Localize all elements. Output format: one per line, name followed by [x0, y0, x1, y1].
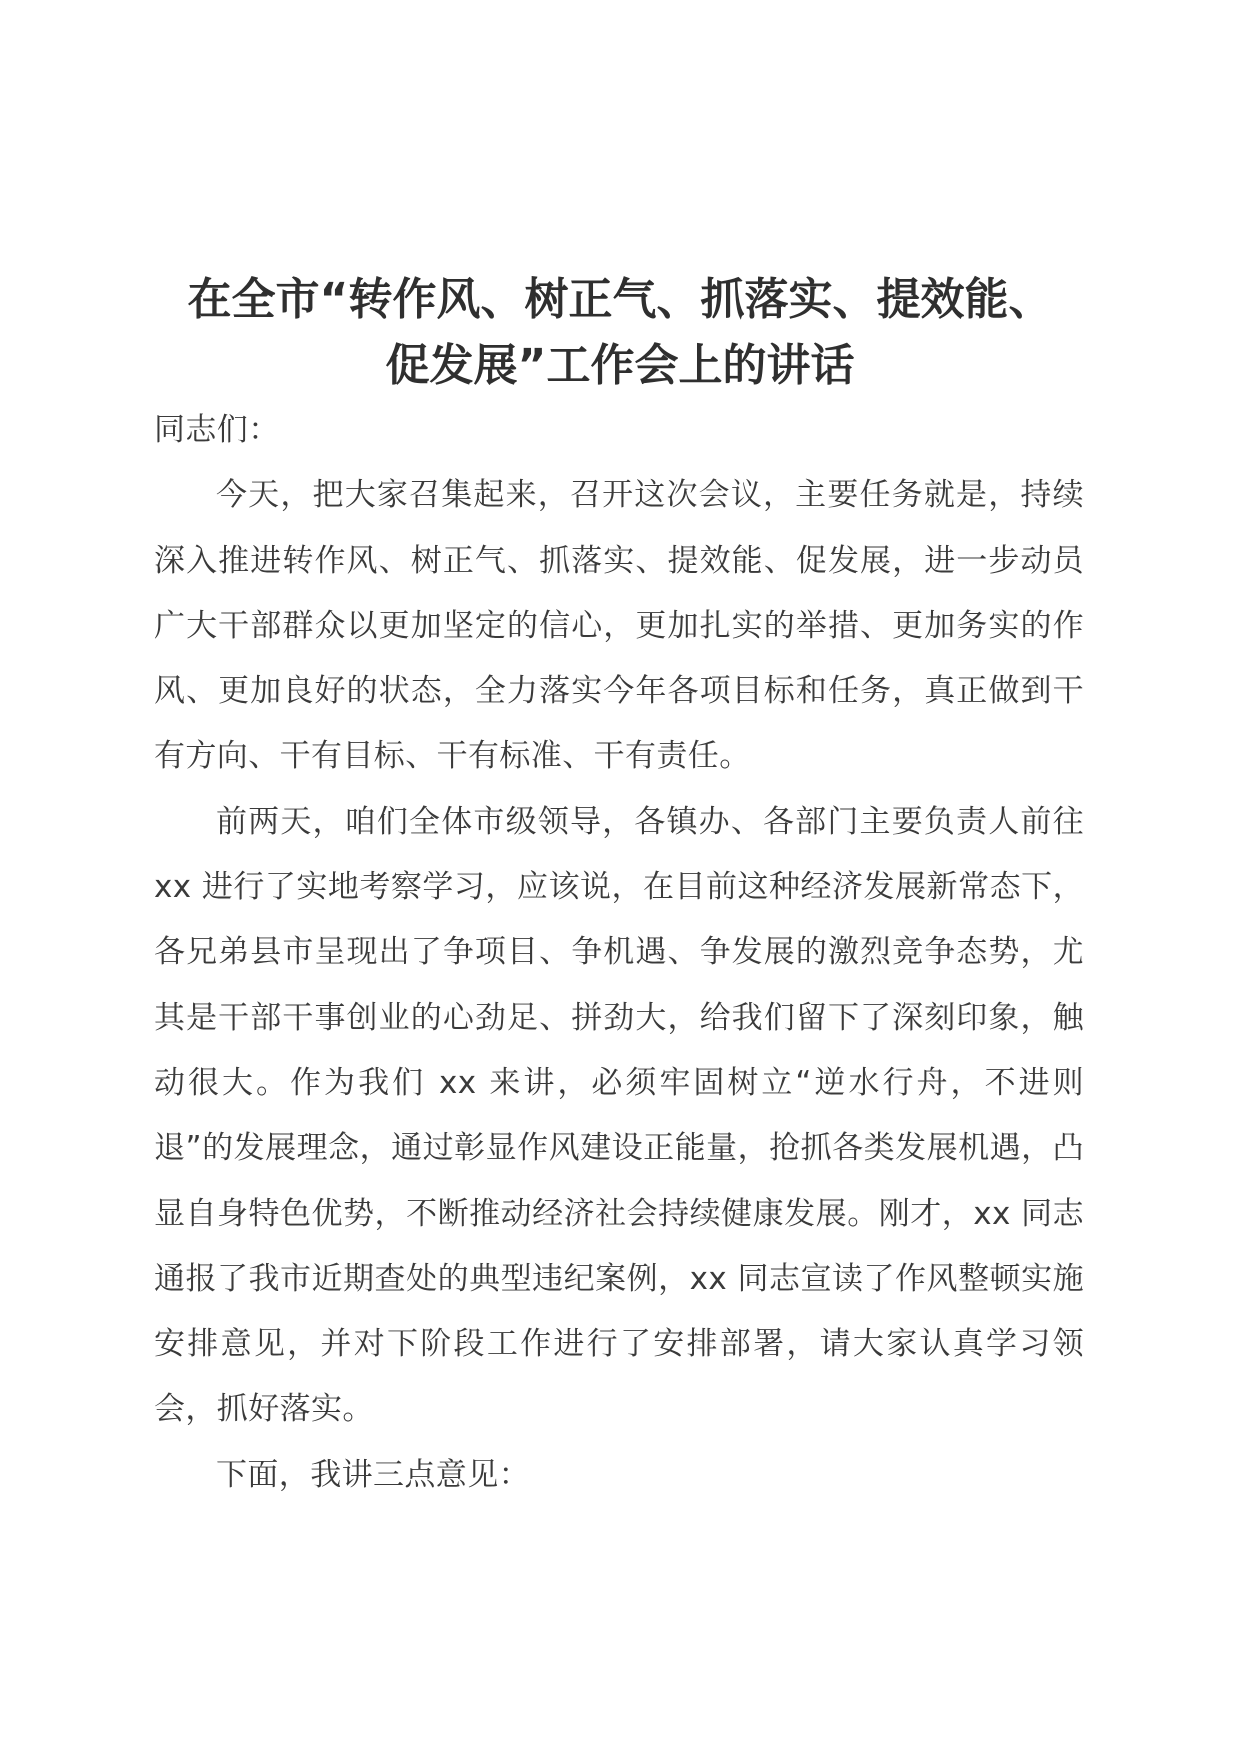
document-title — [140, 267, 1100, 399]
salutation: 同志们： — [154, 412, 280, 448]
title-line-1: 在全市“转作风、树正气、抓落实、提效能、 — [187, 274, 1053, 326]
paragraph-2: 前两天，咱们全体市级领导，各镇办、各部门主要负责人前往 xx 进行了实地考察学习，应该说，在目前这种经济发展新常态下，各兄弟县市呈现出了争项目、争机遇、争发展的激烈竞争态势，尤其是干部干事创业的心劲足、拼劲大，给我们留下了深刻印象，触动很大。作为我们 xx 来讲，必须牢固树立“逆水行舟，不进则退”的发展理念，通过彰显作风建设正能量，抢抓各类发展机遇，凸显自身特色优势，不断推动经济社会持续健康发展。刚才，xx 同志通报了我市近期查处的典型违纪案例，xx 同志宣读了作风整顿实施安排意见，并对下阶段工作进行了安排部署，请大家认真学习领会，抓好落实。 — [154, 803, 1084, 1428]
title-line-2: 促发展”工作会上的讲话 — [385, 340, 855, 392]
paragraph-3: 下面，我讲三点意见： — [216, 1456, 530, 1493]
document-body — [154, 398, 1084, 1508]
paragraph-1: 今天，把大家召集起来，召开这次会议，主要任务就是，持续深入推进转作风、树正气、抓落实、提效能、促发展，进一步动员广大干部群众以更加坚定的信心，更加扎实的举措、更加务实的作风、更加良好的状态，全力落实今年各项目标和任务，真正做到干有方向、干有目标、干有标准、干有责任。 — [154, 477, 1084, 775]
